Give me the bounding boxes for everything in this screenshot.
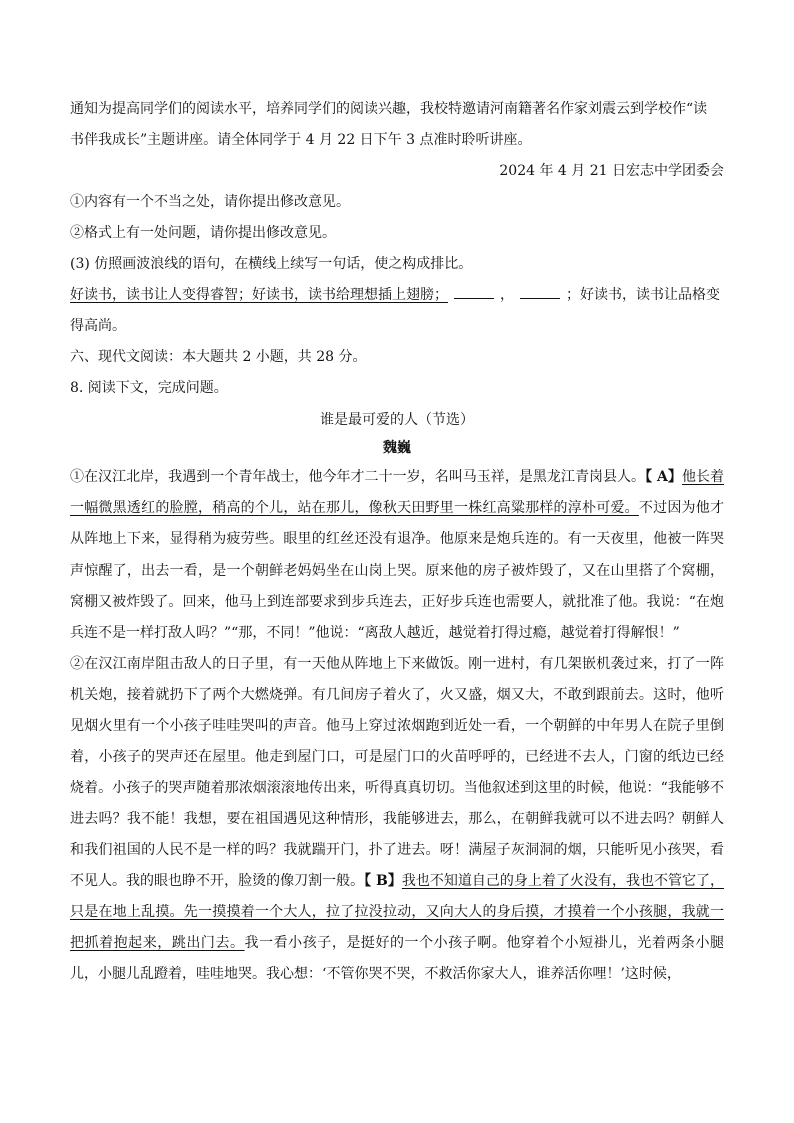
question-1: ①内容有一个不当之处，请你提出修改意见。 (70, 194, 350, 210)
answer-blank-2[interactable] (520, 284, 560, 299)
question-3-tail: ；好读书，读书让品格变 (566, 287, 720, 303)
question-2: ②格式上有一处问题，请你提出修改意见。 (70, 225, 336, 241)
mark-a: 【 A】 (645, 469, 682, 485)
paragraph-1-underlined: 他长着一幅微黑透红的脸膛，稍高的个儿，站在那儿，像秋天田野里一株红高粱那样的淳朴可爱。 (70, 469, 724, 517)
notice-line-1: 通知为提高同学们的阅读水平，培养同学们的阅读兴趣，我校特邀请河南籍著名作家刘震云到学校作“读 (70, 101, 708, 117)
article-paragraph-2 (70, 649, 724, 990)
document-page (70, 94, 724, 990)
article-author: 魏巍 (383, 440, 411, 456)
notice-line-2: 书伴我成长”主题讲座。请全体同学于 4 月 22 日下午 3 点准时聆听讲座。 (70, 132, 532, 148)
article-title: 谁是最可爱的人（节选） (320, 412, 474, 428)
wavy-underlined-text: 好读书，读书让人变得睿智；好读书，读书给理想插上翅膀； (70, 287, 448, 303)
paragraph-2-start: ②在汉江南岸阻击敌人的日子里，有一天他从阵地上下来做饭。刚一进村，有几架嵌机袭过来，打了一阵机关炮，接着就扔下了两个大燃烧弹。有几间房子着火了，火又盛，烟又大，不敢到跟前去。这时，他听见烟火里有一个小孩子哇哇哭叫的声音。他马上穿过浓烟跑到近处一看，一个朝鲜的中年男人在院子里倒着，小孩子的哭声还在屋里。他走到屋门口，可是屋门口的火苗呼呼的，已经进不去人，门窗的纸边已经烧着。小孩子的哭声随着那浓烟滚滚地传出来，听得真真切切。当他叙述到这里的时候，他说：“我能够不进去吗？我不能！我想，要在祖国遇见这种情形，我能够进去，那么，在朝鲜我就可以不进去吗？朝鲜人和我们祖国的人民不是一样的吗？我就踹开门，扑了进去。呀！满屋子灰洞洞的烟，只能听见小孩哭，看不见人。我的眼也睁不开，脸烫的像刀割一般。 (70, 656, 724, 890)
question-3-sentence-end: 得高尚。 (70, 318, 126, 334)
question-3: (3) 仿照画波浪线的语句，在横线上续写一句话，使之构成排比。 (70, 256, 473, 272)
section-6-heading (70, 342, 724, 373)
answer-blank-1[interactable] (454, 284, 494, 299)
paragraph-1-start: ①在汉江北岸，我遇到一个青年战士，他今年才二十一岁，名叫马玉祥，是黑龙江青岗县人。 (70, 469, 646, 485)
question-8: 8. 阅读下文，完成问题。 (70, 380, 228, 396)
notice-signature: 2024 年 4 月 21 日宏志中学团委会 (499, 163, 724, 179)
blank-comma: ， (500, 287, 514, 303)
paragraph-1-rest: 不过因为他才从阵地上下来，显得稍为疲劳些。眼里的红丝还没有退净。他原来是炮兵连的。有一天夜里，他被一阵哭声惊醒了，出去一看，是一个朝鲜老妈妈坐在山岗上哭。原来他的房子被炸毁了，又在山里搭了个窝棚，窝棚又被炸毁了。回来，他马上到连部要求到步兵连去，正好步兵连也需要人，就批准了他。我说：“在炮兵连不是一样打敌人吗？”“那，不同！”他说：“离敌人越近，越觉着打得过瘾，越觉着打得解恨！” (70, 500, 725, 642)
question-3-sentence (70, 280, 724, 311)
section-6-heading-text: 六、现代文阅读：本大题共 2 小题，共 28 分。 (70, 349, 367, 365)
paragraph-2-underlined: 我也不知道自己的身上着了火没有，我也不管它了，只是在地上乱摸。先一摸摸着一个大人，拉了拉没拉动，又向大人的身后摸，才摸着一个小孩腿，我就一把抓着抱起来，跳出门去。 (70, 873, 724, 952)
article-paragraph-1 (70, 462, 724, 649)
paragraph-2-rest: 我一看小孩子，是挺好的一个小孩子啊。他穿着个小短褂儿，光着两条小腿儿，小腿儿乱蹬着，哇哇地哭。我心想：‘不管你哭不哭，不救活你家大人，谁养活你哩！’这时候， (70, 935, 724, 983)
mark-b: 【 B】 (364, 873, 402, 890)
